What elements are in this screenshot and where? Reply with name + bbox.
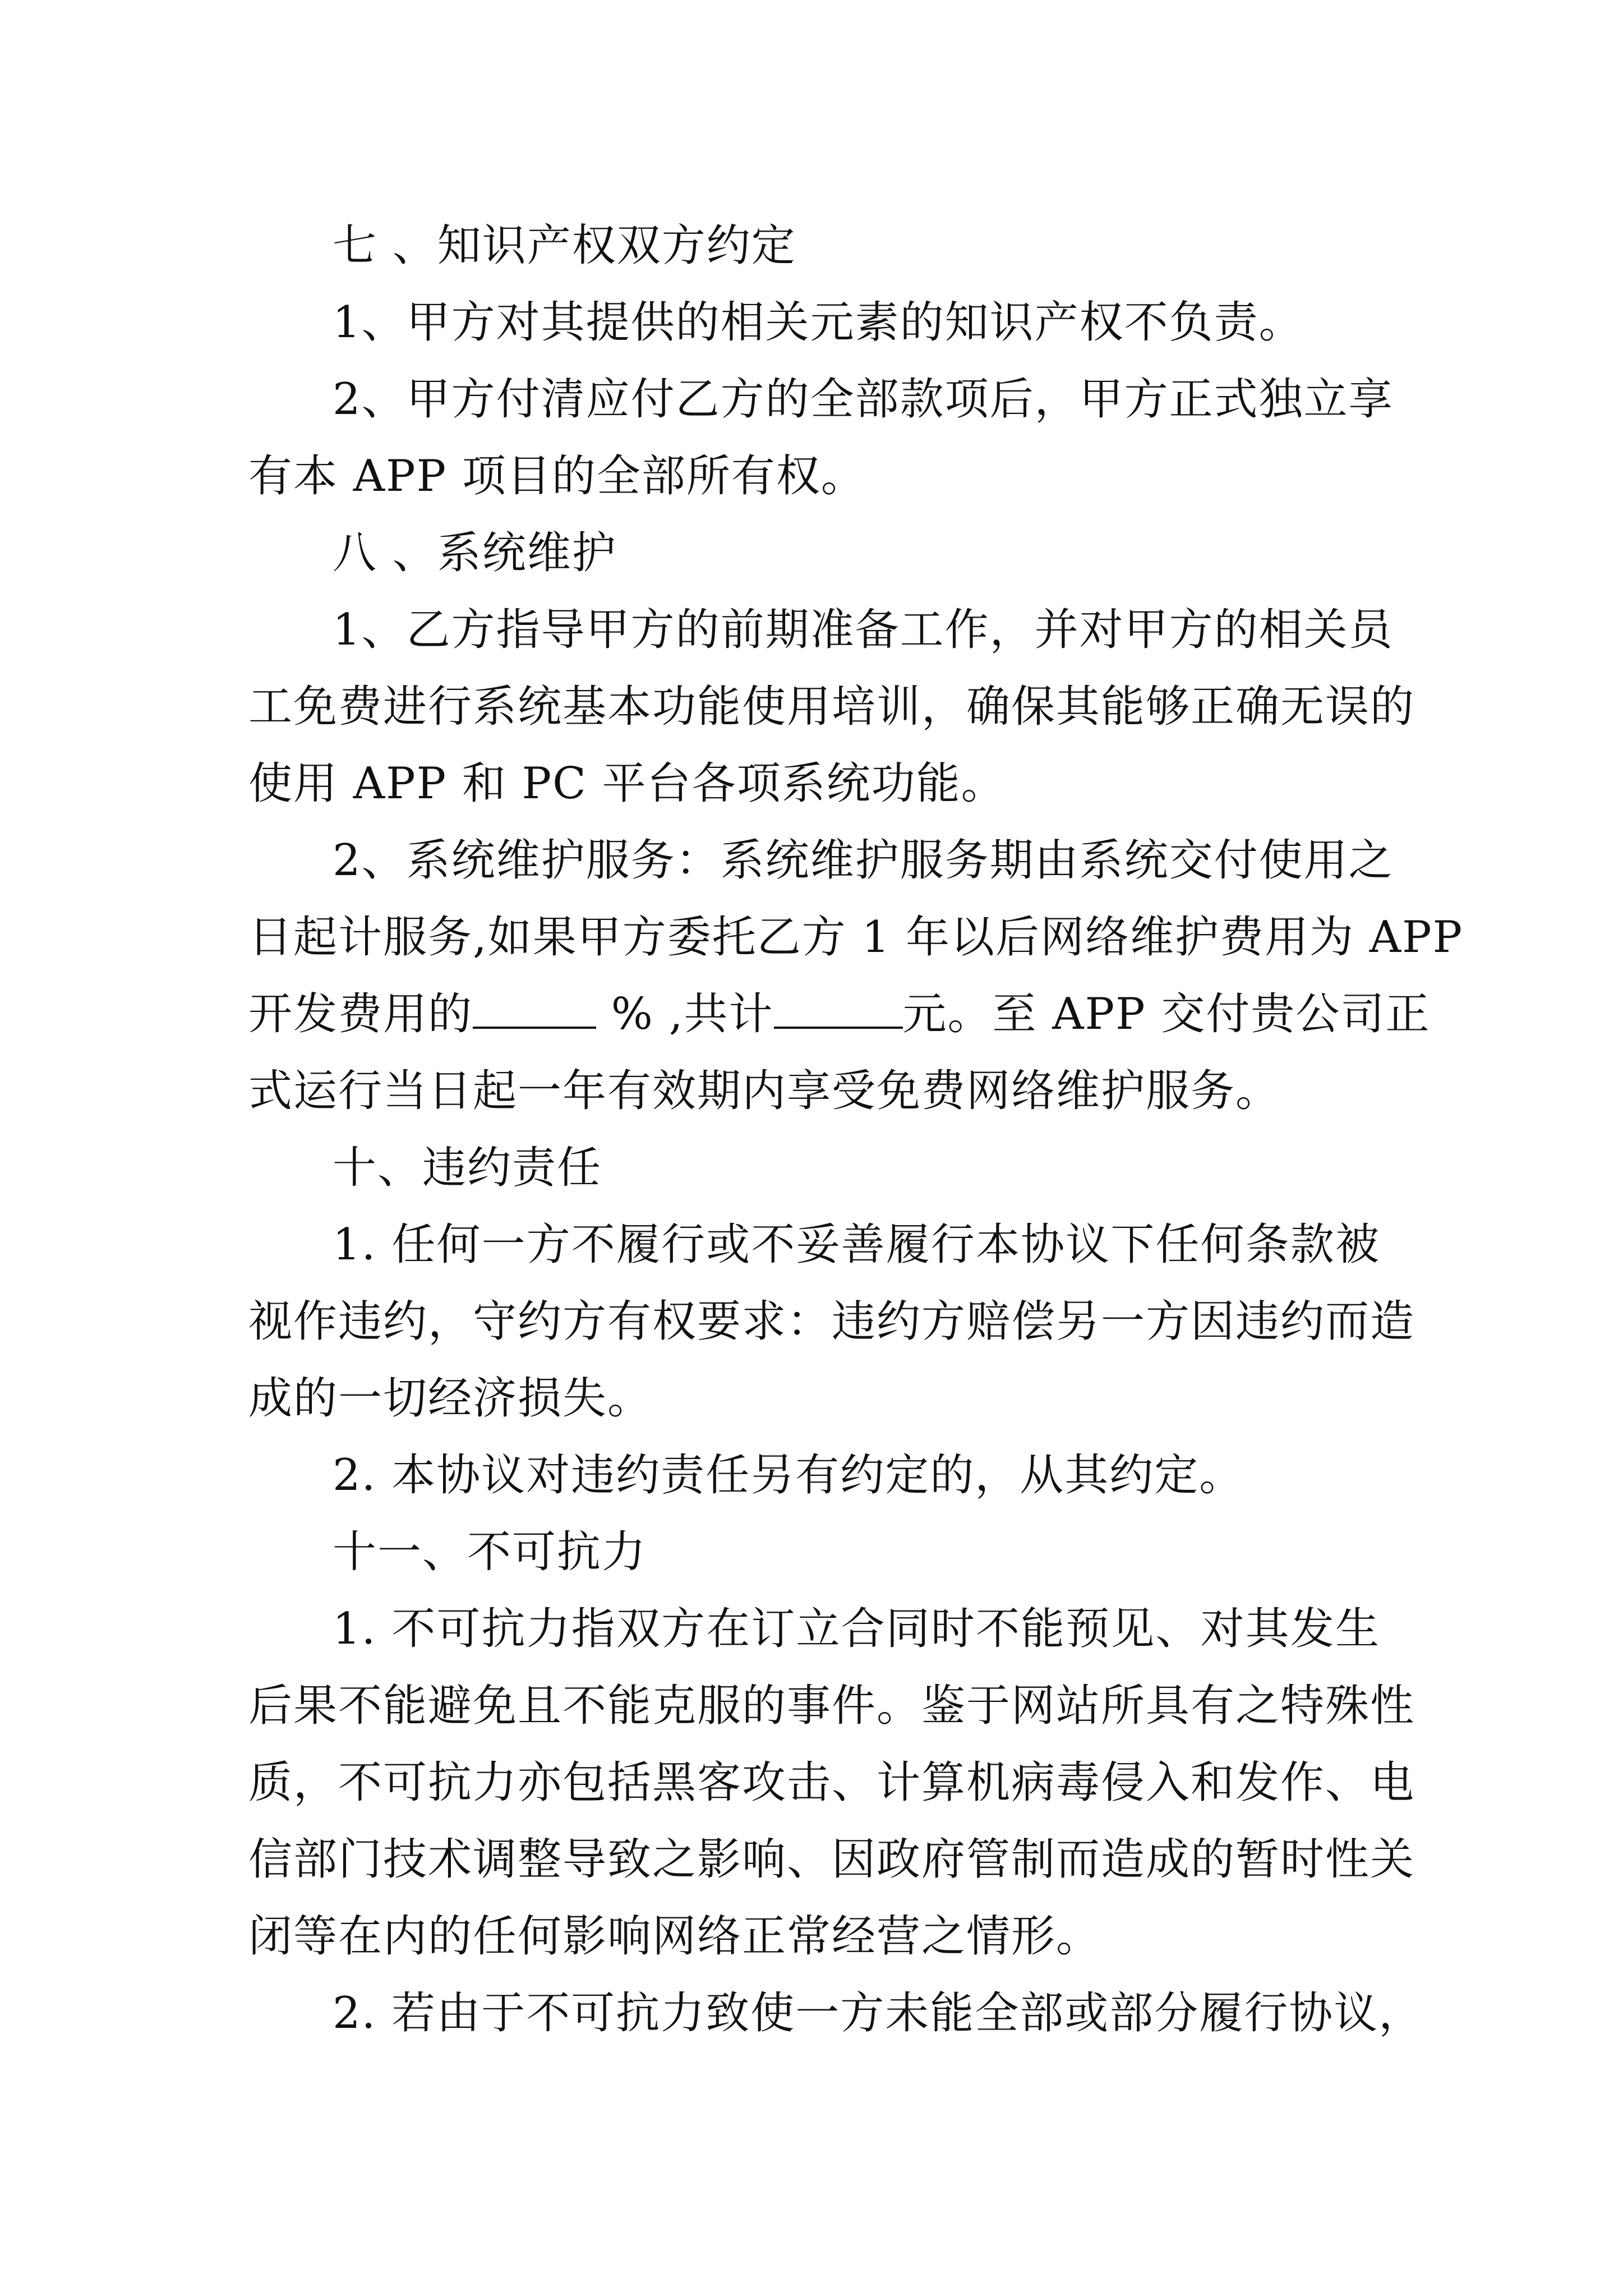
paragraph-line: 1、甲方对其提供的相关元素的知识产权不负责。 xyxy=(333,297,1304,348)
section-heading-force-majeure: 十一、不可抗力 xyxy=(333,1527,647,1577)
fill-in-blank-amount xyxy=(774,987,903,1029)
paragraph-line: 式运行当日起一年有效期内享受免费网络维护服务。 xyxy=(248,1066,1281,1116)
text-fragment: 开发费用的 xyxy=(248,989,473,1039)
section-heading-breach: 十、违约责任 xyxy=(333,1143,602,1193)
paragraph-line: 2. 本协议对违约责任另有约定的，从其约定。 xyxy=(333,1450,1244,1501)
text-fragment: % ,共计 xyxy=(596,989,774,1039)
paragraph-line: 1、乙方指导甲方的前期准备工作，并对甲方的相关员 xyxy=(333,605,1394,655)
paragraph-line: 质，不可抗力亦包括黑客攻击、计算机病毒侵入和发作、电 xyxy=(248,1757,1415,1808)
section-heading-ip: 七 、知识产权双方约定 xyxy=(333,220,796,271)
paragraph-line: 有本 APP 项目的全部所有权。 xyxy=(248,451,866,501)
section-heading-maintenance: 八 、系统维护 xyxy=(333,528,617,578)
paragraph-line: 2、甲方付清应付乙方的全部款项后，甲方正式独立享 xyxy=(333,374,1394,425)
paragraph-line: 闭等在内的任何影响网络正常经营之情形。 xyxy=(248,1911,1101,1962)
paragraph-line: 工免费进行系统基本功能使用培训，确保其能够正确无误的 xyxy=(248,682,1415,732)
paragraph-line: 日起计服务,如果甲方委托乙方 1 年以后网络维护费用为 APP xyxy=(248,912,1464,963)
fill-in-blank-percent xyxy=(473,987,596,1029)
paragraph-line: 2、系统维护服务：系统维护服务期由系统交付使用之 xyxy=(333,835,1394,886)
paragraph-line: 1. 任何一方不履行或不妥善履行本协议下任何条款被 xyxy=(333,1220,1380,1270)
paragraph-line: 后果不能避免且不能克服的事件。鉴于网站所具有之特殊性 xyxy=(248,1681,1415,1731)
paragraph-line: 视作违约，守约方有权要求：违约方赔偿另一方因违约而造 xyxy=(248,1296,1415,1347)
paragraph-line: 信部门技术调整导致之影响、因政府管制而造成的暂时性关 xyxy=(248,1834,1415,1885)
paragraph-line-with-blanks xyxy=(248,976,1431,1053)
paragraph-line: 2. 若由于不可抗力致使一方未能全部或部分履行协议， xyxy=(333,1988,1424,2039)
paragraph-line: 1. 不可抗力指双方在订立合同时不能预见、对其发生 xyxy=(333,1604,1380,1654)
paragraph-line: 成的一切经济损失。 xyxy=(248,1373,653,1424)
paragraph-line: 使用 APP 和 PC 平台各项系统功能。 xyxy=(248,758,1006,809)
document-body xyxy=(248,208,1464,2052)
text-fragment: 元。至 APP 交付贵公司正 xyxy=(902,989,1431,1039)
